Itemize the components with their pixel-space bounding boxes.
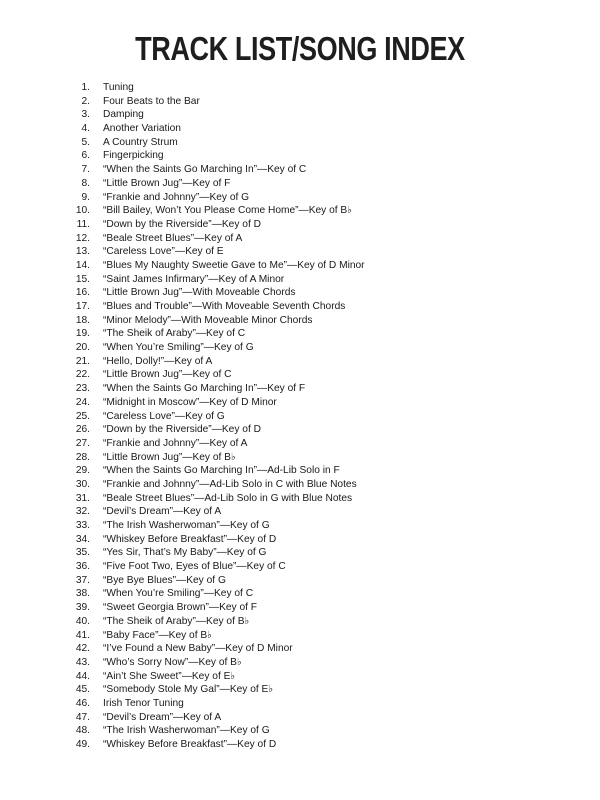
track-title: “When the Saints Go Marching In”—Ad-Lib Solo in F <box>103 465 340 477</box>
track-number: 43. <box>75 656 90 668</box>
track-title: “Beale Street Blues”—Ad-Lib Solo in G with Blue Notes <box>103 492 353 504</box>
track-number: 3. <box>81 109 90 121</box>
track-title: “Down by the Riverside”—Key of D <box>103 424 261 436</box>
track-row <box>0 191 600 205</box>
track-number: 24. <box>75 396 90 408</box>
track-number: 17. <box>75 301 90 312</box>
track-number: 36. <box>75 561 90 573</box>
track-title: “Beale Street Blues”—Key of A <box>103 232 243 244</box>
track-number: 13. <box>75 246 90 258</box>
track-row <box>0 492 600 506</box>
track-number: 32. <box>75 506 90 518</box>
track-row <box>0 451 600 465</box>
track-title: “Little Brown Jug”—Key of F <box>103 177 231 189</box>
track-row <box>0 136 600 150</box>
track-row <box>0 218 600 232</box>
track-number: 33. <box>75 520 90 531</box>
track-number: 34. <box>75 533 90 545</box>
track-title: “Careless Love”—Key of E <box>103 246 224 258</box>
track-number: 19. <box>75 328 90 340</box>
track-row <box>0 177 600 191</box>
track-number: 10. <box>75 205 90 217</box>
track-title: “Midnight in Moscow”—Key of D Minor <box>103 396 277 408</box>
track-title: “I’ve Found a New Baby”—Key of D Minor <box>103 643 293 655</box>
track-title: “Who’s Sorry Now”—Key of B♭ <box>103 656 242 668</box>
track-row <box>0 546 600 560</box>
track-number: 44. <box>75 670 90 682</box>
track-row <box>0 683 600 697</box>
track-title: “When the Saints Go Marching In”—Key of F <box>103 383 306 395</box>
track-title: “Saint James Infirmary”—Key of A Minor <box>103 273 285 285</box>
track-number: 5. <box>81 136 90 148</box>
track-title: “Frankie and Johnny”—Key of A <box>103 437 248 449</box>
track-number: 18. <box>75 314 90 326</box>
track-row <box>0 560 600 574</box>
track-title: Irish Tenor Tuning <box>103 697 184 709</box>
track-row <box>0 273 600 287</box>
track-number: 37. <box>75 574 90 586</box>
track-title: “The Irish Washerwoman”—Key of G <box>103 725 270 737</box>
track-row <box>0 629 600 643</box>
track-number: 26. <box>75 424 90 436</box>
track-title: “Frankie and Johnny”—Ad-Lib Solo in C with Blue Notes <box>103 478 357 490</box>
track-number: 25. <box>75 410 90 422</box>
track-number: 48. <box>75 725 90 737</box>
track-title: “The Sheik of Araby”—Key of C <box>103 328 246 340</box>
track-row <box>0 286 600 300</box>
track-title: “The Sheik of Araby”—Key of B♭ <box>103 615 250 627</box>
track-list <box>0 81 600 752</box>
track-title: “The Irish Washerwoman”—Key of G <box>103 520 270 531</box>
track-row <box>0 423 600 437</box>
track-row <box>0 259 600 273</box>
track-row <box>0 697 600 711</box>
track-title: Fingerpicking <box>103 150 164 162</box>
track-number: 4. <box>81 123 90 135</box>
track-number: 15. <box>75 273 90 285</box>
track-number: 45. <box>75 684 90 696</box>
track-title: “Sweet Georgia Brown”—Key of F <box>103 602 258 614</box>
track-row <box>0 587 600 601</box>
track-title: Four Beats to the Bar <box>103 95 200 107</box>
track-row <box>0 341 600 355</box>
track-row <box>0 149 600 163</box>
track-row <box>0 519 600 533</box>
track-title: “Ain’t She Sweet”—Key of E♭ <box>103 670 236 682</box>
track-row <box>0 108 600 122</box>
track-number: 7. <box>81 164 90 176</box>
track-title: A Country Strum <box>103 136 178 148</box>
track-row <box>0 437 600 451</box>
track-number: 46. <box>75 697 90 709</box>
track-title: “Whiskey Before Breakfast”—Key of D <box>103 739 277 750</box>
track-number: 6. <box>81 150 90 162</box>
track-number: 16. <box>75 287 90 299</box>
track-row <box>0 300 600 314</box>
track-row <box>0 615 600 629</box>
track-title: “Devil’s Dream”—Key of A <box>103 711 222 723</box>
track-number: 1. <box>81 82 90 93</box>
track-title: Damping <box>103 109 144 121</box>
page-title: TRACK LIST/SONG INDEX <box>135 30 465 67</box>
track-number: 14. <box>75 259 90 271</box>
track-row <box>0 122 600 136</box>
track-number: 40. <box>75 615 90 627</box>
track-title: Another Variation <box>103 123 181 135</box>
track-title: “Whiskey Before Breakfast”—Key of D <box>103 533 277 545</box>
track-title: “Blues My Naughty Sweetie Gave to Me”—Key of D Minor <box>103 259 365 271</box>
track-title: “Five Foot Two, Eyes of Blue”—Key of C <box>103 561 286 573</box>
track-title: “Baby Face”—Key of B♭ <box>103 629 212 641</box>
track-title: “Little Brown Jug”—Key of C <box>103 369 232 381</box>
track-title: “Bill Bailey, Won’t You Please Come Home”—Key of B♭ <box>103 205 353 217</box>
track-number: 29. <box>75 465 90 477</box>
track-row <box>0 81 600 95</box>
track-row <box>0 382 600 396</box>
track-number: 39. <box>75 602 90 614</box>
track-title: “Minor Melody”—With Moveable Minor Chords <box>103 314 313 326</box>
track-title: “When the Saints Go Marching In”—Key of C <box>103 164 307 176</box>
track-row <box>0 738 600 752</box>
track-title: Tuning <box>103 82 134 93</box>
track-title: “Little Brown Jug”—With Moveable Chords <box>103 287 296 299</box>
track-row <box>0 656 600 670</box>
track-number: 21. <box>75 355 90 367</box>
track-row <box>0 478 600 492</box>
track-number: 30. <box>75 478 90 490</box>
track-title: “Somebody Stole My Gal”—Key of E♭ <box>103 684 274 696</box>
track-number: 31. <box>75 492 90 504</box>
track-row <box>0 670 600 684</box>
track-row <box>0 396 600 410</box>
track-title: “Little Brown Jug”—Key of B♭ <box>103 451 236 463</box>
track-number: 12. <box>75 232 90 244</box>
track-row <box>0 355 600 369</box>
track-row <box>0 711 600 725</box>
track-title: “When You’re Smiling”—Key of C <box>103 588 254 600</box>
track-row <box>0 95 600 109</box>
track-number: 8. <box>81 177 90 189</box>
track-row <box>0 245 600 259</box>
track-number: 28. <box>75 451 90 463</box>
track-row <box>0 314 600 328</box>
track-row <box>0 232 600 246</box>
track-number: 41. <box>75 629 90 641</box>
track-number: 20. <box>75 342 90 354</box>
track-number: 38. <box>75 588 90 600</box>
track-title: “Down by the Riverside”—Key of D <box>103 218 261 230</box>
track-row <box>0 204 600 218</box>
track-title: “Bye Bye Blues”—Key of G <box>103 574 226 586</box>
track-number: 47. <box>75 711 90 723</box>
track-number: 2. <box>81 95 90 107</box>
track-number: 35. <box>75 547 90 559</box>
track-title: “Hello, Dolly!”—Key of A <box>103 355 213 367</box>
track-number: 49. <box>75 739 90 750</box>
track-row <box>0 724 600 738</box>
track-row <box>0 533 600 547</box>
track-row <box>0 642 600 656</box>
track-number: 9. <box>81 191 90 203</box>
track-row <box>0 163 600 177</box>
track-title: “Devil’s Dream”—Key of A <box>103 506 222 518</box>
track-row <box>0 601 600 615</box>
track-number: 22. <box>75 369 90 381</box>
track-title: “Frankie and Johnny”—Key of G <box>103 191 250 203</box>
track-title: “Blues and Trouble”—With Moveable Seventh Chords <box>103 301 346 312</box>
track-title: “When You’re Smiling”—Key of G <box>103 342 254 354</box>
track-row <box>0 505 600 519</box>
track-row <box>0 574 600 588</box>
track-number: 11. <box>76 218 90 230</box>
track-title: “Careless Love”—Key of G <box>103 410 225 422</box>
track-title: “Yes Sir, That’s My Baby”—Key of G <box>103 547 267 559</box>
track-number: 42. <box>75 643 90 655</box>
track-row <box>0 410 600 424</box>
track-row <box>0 368 600 382</box>
track-number: 23. <box>75 383 90 395</box>
track-row <box>0 464 600 478</box>
track-number: 27. <box>75 437 90 449</box>
track-row <box>0 327 600 341</box>
